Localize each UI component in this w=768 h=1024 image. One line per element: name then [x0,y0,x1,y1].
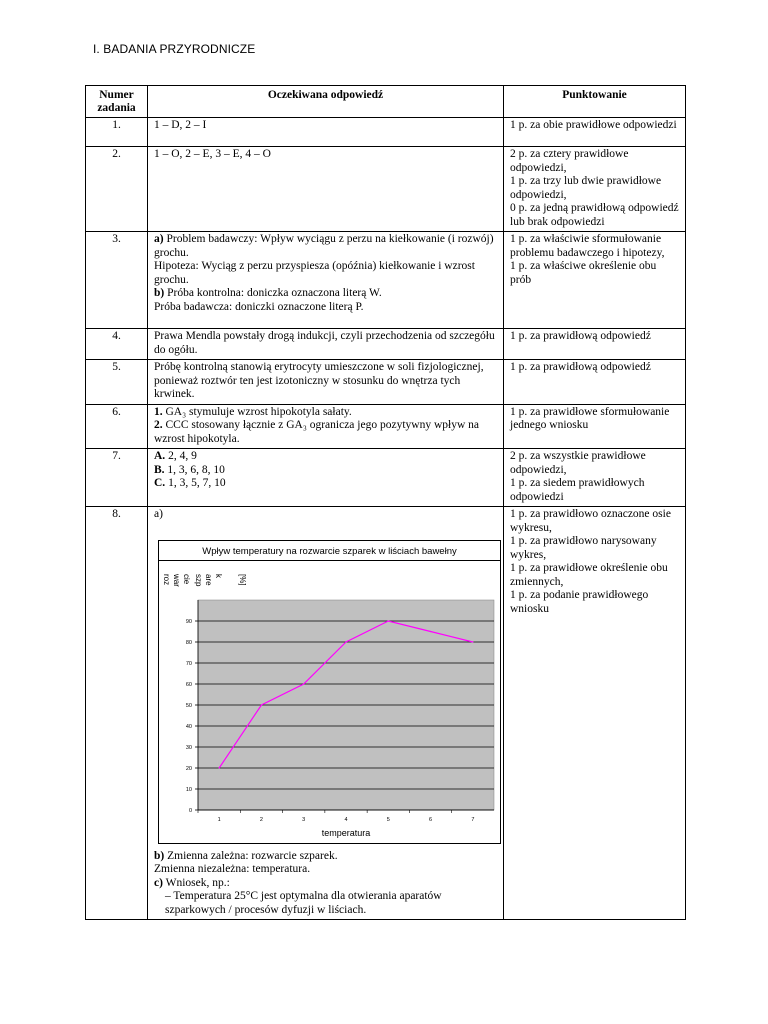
answer-cell [148,404,504,449]
task-number: 2. [86,147,148,232]
x-tick-label: 5 [386,816,390,823]
answer-marker: b) [154,849,165,862]
y-axis-label-fragment: szp [194,573,203,586]
answer-line [154,464,497,478]
scoring-cell [504,118,686,147]
answer-text: Problem badawczy: Wpływ wyciągu z perzu na kiełkowanie (i rozwój) grochu. [154,233,494,259]
y-axis-label-fragment: k [214,573,223,578]
answer-text: Hipoteza: Wyciąg z perzu przyspiesza (opóźnia) kiełkowanie i wzrost grochu. [154,260,475,286]
task-row-7 [86,449,686,507]
answer-text: Zmienna niezależna: temperatura. [154,863,311,875]
answer-line [154,877,497,891]
y-tick-label: 20 [185,765,192,772]
scoring-text: 1 p. za trzy lub dwie prawidłowe odpowiedzi, [510,175,662,201]
task-row-3 [86,232,686,329]
task-number: 7. [86,449,148,507]
y-tick-label: 50 [185,702,192,709]
header-answer: Oczekiwana odpowiedź [148,86,504,118]
answer-text: CCC stosowany łącznie z GA₃ ogranicza jego pozytywny wpływ na wzrost hipokotyla. [154,419,479,445]
answer-text: 1, 3, 5, 7, 10 [165,477,226,489]
y-axis-label-fragment: roz [162,573,171,585]
answer-line [154,477,497,491]
scoring-text: 1 p. za właściwie sformułowanie problemu badawczego i hipotezy, [510,233,665,259]
task-number: 6. [86,404,148,449]
answer-cell [148,360,504,405]
x-tick-label: 2 [259,816,263,823]
x-tick-label: 4 [344,816,348,823]
task-number: 3. [86,232,148,329]
task-row-2 [86,147,686,232]
task-number: 8. [86,507,148,920]
scoring-text: 1 p. za prawidłowo oznaczone osie wykresu, [510,508,671,534]
answer-text: Zmienna zależna: rozwarcie szparek. [164,849,338,862]
y-axis-label-fragment: cie [182,573,191,584]
answer-line [154,850,497,864]
header-num: Numer zadania [86,86,148,118]
task-row-8 [86,507,686,920]
data-point [430,630,431,631]
answer-text: 1 – D, 2 – I [154,119,207,131]
scoring-text: 1 p. za siedem prawidłowych odpowiedzi [510,477,645,503]
x-tick-label: 3 [302,816,306,823]
scoring-text: 2 p. za wszystkie prawidłowe odpowiedzi, [510,450,646,476]
answer-marker: 2. [154,419,163,431]
answer-line [154,863,497,877]
header-scoring: Punktowanie [504,86,686,118]
scoring-cell [504,449,686,507]
answer-line [154,301,497,315]
data-point [388,620,389,621]
scoring-text: 2 p. za cztery prawidłowe odpowiedzi, [510,148,629,174]
answer-line [154,233,497,260]
y-axis-label-fragment: are [204,573,213,586]
answer-line [154,450,497,464]
scoring-text: 1 p. za właściwe określenie obu prób [510,260,657,286]
scoring-cell [504,329,686,360]
y-axis-label-fragment: war [172,573,181,587]
x-axis-label: temperatura [321,827,371,838]
answer-marker: c) [154,876,163,889]
x-tick-label: 6 [429,816,433,823]
task-row-4 [86,329,686,360]
data-point [472,641,473,642]
answer-cell [148,232,504,329]
scoring-text: 1 p. za prawidłowo narysowany wykres, [510,535,657,561]
y-tick-label: 40 [185,723,192,730]
answer-line [154,260,497,287]
scoring-cell [504,404,686,449]
chart-title: Wpływ temperatury na rozwarcie szparek w liściach bawełny [202,545,457,557]
answer-text: 2, 4, 9 [165,450,197,462]
answer-bullet: – Temperatura 25°C jest optymalna dla otwierania aparatów szparkowych / procesów dyfuzji w liściach. [165,890,442,916]
task-number: 5. [86,360,148,405]
y-tick-label: 30 [185,744,192,751]
scoring-text: 1 p. za prawidłową odpowiedź [510,330,651,342]
y-tick-label: 90 [185,618,192,625]
y-tick-label: 0 [188,807,192,814]
answer-text: Próba kontrolna: doniczka oznaczona literą W. [164,287,382,299]
x-tick-label: 7 [471,816,475,823]
scoring-text: 1 p. za obie prawidłowe odpowiedzi [510,119,677,131]
data-point [345,641,346,642]
scoring-text: 1 p. za prawidłowe określenie obu zmiennych, [510,562,668,588]
scoring-text: 1 p. za prawidłową odpowiedź [510,361,651,373]
task-number: 4. [86,329,148,360]
task-row-1 [86,118,686,147]
task-number: 1. [86,118,148,147]
answer-marker: 1. [154,405,163,418]
header-row [86,86,686,118]
line-chart [158,540,501,844]
answer-text: Próba badawcza: doniczki oznaczone literą P. [154,300,364,313]
scoring-text: 1 p. za podanie prawidłowego wniosku [510,589,649,615]
task-row-6 [86,404,686,449]
answer-text: 1, 3, 6, 8, 10 [164,463,225,476]
answer-text: 1 – O, 2 – E, 3 – E, 4 – O [154,148,271,160]
data-point [303,683,304,684]
task-row-5 [86,360,686,405]
answer-line [154,419,497,446]
answer-cell [148,507,504,920]
answer-marker: A. [154,450,166,462]
answer-line [154,287,497,301]
scoring-cell [504,507,686,920]
y-tick-label: 60 [185,681,192,688]
chart-container [158,540,501,844]
y-tick-label: 70 [185,660,192,667]
data-point [219,767,220,768]
scoring-cell [504,360,686,405]
y-tick-label: 10 [185,786,192,793]
answer-cell [148,329,504,360]
answer-cell [148,449,504,507]
x-tick-label: 1 [217,816,221,823]
answer-text: Wniosek, np.: [162,876,230,889]
section-title: I. BADANIA PRZYRODNICZE [93,42,256,56]
answer-text: Prawa Mendla powstały drogą indukcji, czyli przechodzenia od szczegółu do ogółu. [154,330,495,356]
answer-marker: B. [154,463,165,476]
scoring-text: 1 p. za prawidłowe sformułowanie jednego wniosku [510,405,670,431]
answer-marker: b) [154,287,165,299]
data-point [261,704,262,705]
scoring-text: 0 p. za jedną prawidłową odpowiedź lub brak odpowiedzi [510,202,679,228]
y-axis-label-fragment: [%] [238,573,247,586]
answer-marker: a) [154,233,164,245]
scoring-cell [504,147,686,232]
answer-marker: a) [154,508,163,520]
answer-cell [148,147,504,232]
scoring-cell [504,232,686,329]
answer-text: Próbę kontrolną stanowią erytrocyty umieszczone w soli fizjologicznej, ponieważ roztwór ten jest izotoniczny w stosunku do wnętrza tych krwinek. [154,361,484,400]
answer-text: GA₃ stymuluje wzrost hipokotyla sałaty. [162,405,352,418]
answer-line [154,406,497,420]
answer-cell [148,118,504,147]
answer-marker: C. [154,477,166,489]
y-tick-label: 80 [185,639,192,646]
answers-table [85,85,686,920]
